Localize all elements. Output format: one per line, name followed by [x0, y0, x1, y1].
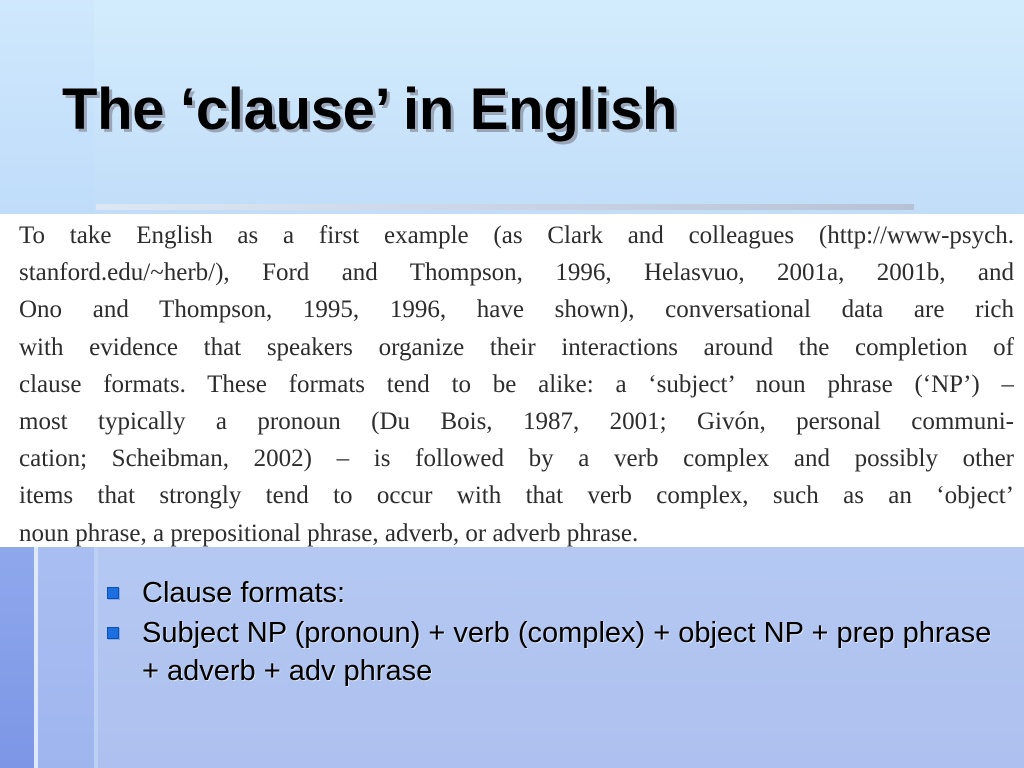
bullet-list — [100, 574, 1000, 692]
square-bullet-icon — [107, 627, 119, 639]
slide-title: The ‘clause’ in English — [62, 77, 678, 142]
excerpt-line: items that strongly tend to occur with that verb complex, such as an ‘object’ — [19, 482, 1014, 510]
bullet-text: Clause formats: — [142, 577, 346, 609]
excerpt-line: cation; Scheibman, 2002) – is followed by a verb complex and possibly other — [19, 445, 1014, 473]
quoted-excerpt — [0, 214, 1024, 547]
excerpt-line: with evidence that speakers organize their interactions around the completion of — [19, 333, 1014, 361]
bullet-text: Subject NP (pronoun) + verb (complex) + object NP + prep phrase + adverb + adv phrase — [142, 617, 992, 687]
decorative-band-middle — [38, 545, 94, 768]
square-bullet-icon — [107, 587, 119, 599]
decorative-band-left — [0, 545, 34, 768]
excerpt-line: noun phrase, a prepositional phrase, adverb, or adverb phrase. — [19, 519, 639, 547]
title-divider — [96, 204, 914, 210]
excerpt-line: clause formats. These formats tend to be alike: a ‘subject’ noun phrase (‘NP’) – — [19, 370, 1014, 398]
decorative-band-edge — [94, 545, 98, 768]
excerpt-line: To take English as a first example (as Clark and colleagues (http://www-psych. — [19, 222, 1014, 249]
bullet-item — [100, 614, 1000, 690]
bullet-item — [100, 574, 1000, 612]
excerpt-line: stanford.edu/~herb/), Ford and Thompson, 1996, Helasvuo, 2001a, 2001b, and — [19, 259, 1014, 287]
excerpt-line: Ono and Thompson, 1995, 1996, have shown), conversational data are rich — [19, 296, 1014, 324]
excerpt-line: most typically a pronoun (Du Bois, 1987, 2001; Givón, personal communi- — [19, 408, 1014, 436]
